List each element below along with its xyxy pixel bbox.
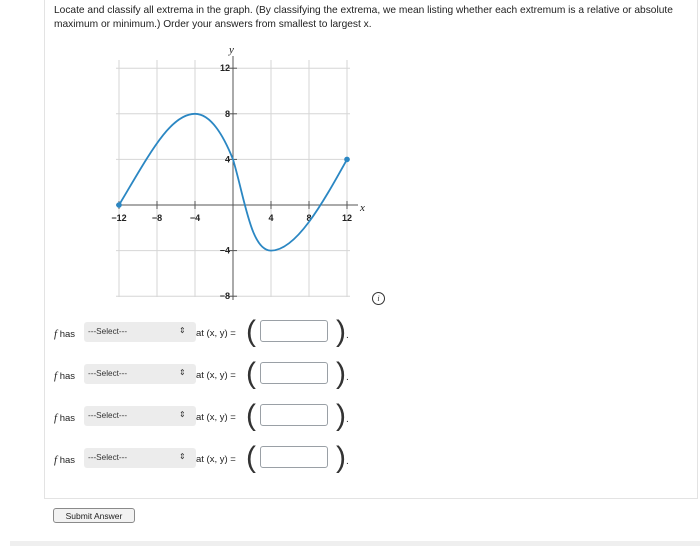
y-tick-label: −8 xyxy=(219,291,230,302)
info-icon[interactable]: i xyxy=(372,292,385,305)
x-tick-label: 8 xyxy=(306,213,312,223)
period: . xyxy=(346,330,349,341)
has-text: has xyxy=(59,329,76,340)
close-paren: ) xyxy=(336,315,346,348)
open-paren: ( xyxy=(246,357,256,390)
x-axis-label: x xyxy=(360,202,365,214)
x-tick-label: −12 xyxy=(111,213,127,223)
has-text: has xyxy=(59,371,76,382)
select-arrow-icon[interactable]: ⇕ xyxy=(179,326,186,335)
close-paren: ) xyxy=(336,399,346,432)
y-axis-label: y xyxy=(229,44,234,56)
y-tick-label: 12 xyxy=(219,63,230,74)
coordinate-input[interactable] xyxy=(260,446,328,468)
graph-axes xyxy=(116,56,358,300)
period: . xyxy=(346,414,349,425)
period: . xyxy=(346,456,349,467)
at-xy-label: at (x, y) = xyxy=(196,370,236,381)
coordinate-input[interactable] xyxy=(260,320,328,342)
x-tick-label: −8 xyxy=(151,213,163,223)
x-tick-label: 4 xyxy=(268,213,274,223)
function-name: f xyxy=(54,454,58,466)
has-text: has xyxy=(59,413,76,424)
y-tick-label: −4 xyxy=(219,245,230,256)
coordinate-input[interactable] xyxy=(260,404,328,426)
at-xy-label: at (x, y) = xyxy=(196,454,236,465)
endpoint-dot xyxy=(344,157,350,163)
select-arrow-icon[interactable]: ⇕ xyxy=(179,410,186,419)
submit-answer-button[interactable]: Submit Answer xyxy=(53,508,135,523)
f-has-label xyxy=(54,412,75,424)
question-text: Locate and classify all extrema in the graph. (By classifying the extrema, we mean listing whether each extremum is a relative or absolute maximum or minimum.) Order your answers from smallest to largest x. xyxy=(54,5,673,30)
period: . xyxy=(346,372,349,383)
f-has-label xyxy=(54,454,75,466)
function-name: f xyxy=(54,328,58,340)
has-text: has xyxy=(59,455,76,466)
f-has-label xyxy=(54,328,75,340)
function-name: f xyxy=(54,370,58,382)
open-paren: ( xyxy=(246,399,256,432)
graph-ticks xyxy=(111,63,352,301)
y-tick-label: 4 xyxy=(224,154,230,165)
function-name: f xyxy=(54,412,58,424)
at-xy-label: at (x, y) = xyxy=(196,412,236,423)
f-has-label xyxy=(54,370,75,382)
select-value: ---Select--- xyxy=(88,453,128,462)
x-tick-label: −4 xyxy=(189,213,201,223)
at-xy-label: at (x, y) = xyxy=(196,328,236,339)
close-paren: ) xyxy=(336,441,346,474)
x-tick-label: 12 xyxy=(341,213,353,223)
select-value: ---Select--- xyxy=(88,327,128,336)
coordinate-input[interactable] xyxy=(260,362,328,384)
y-tick-label: 8 xyxy=(224,108,230,119)
select-arrow-icon[interactable]: ⇕ xyxy=(179,368,186,377)
open-paren: ( xyxy=(246,315,256,348)
close-paren: ) xyxy=(336,357,346,390)
select-arrow-icon[interactable]: ⇕ xyxy=(179,452,186,461)
bottom-bar xyxy=(10,541,700,546)
select-value: ---Select--- xyxy=(88,411,128,420)
open-paren: ( xyxy=(246,441,256,474)
endpoint-dot xyxy=(116,202,122,208)
select-value: ---Select--- xyxy=(88,369,128,378)
